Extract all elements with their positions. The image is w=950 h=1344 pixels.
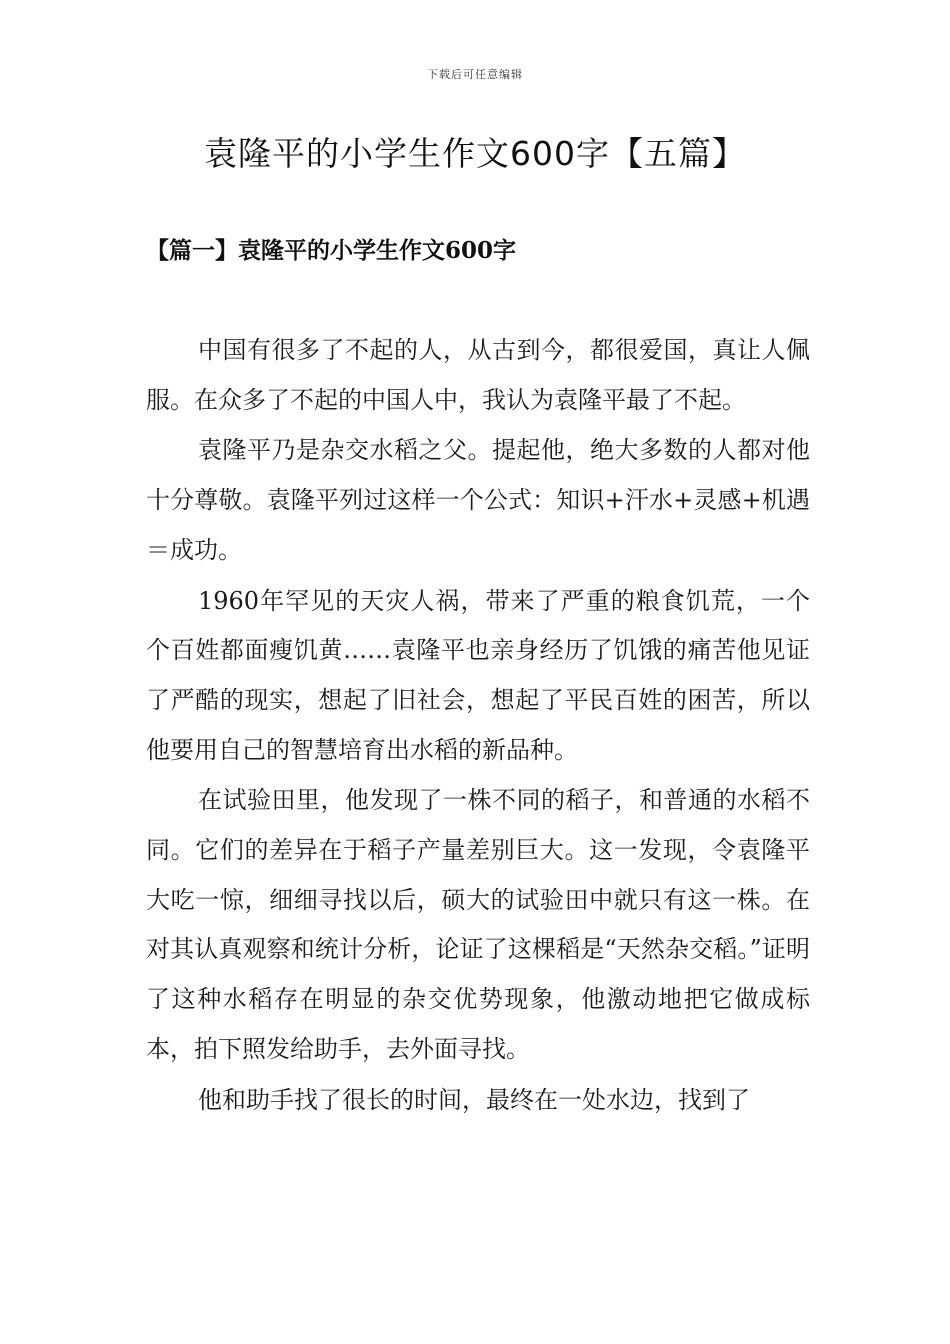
section-heading: 【篇一】袁隆平的小学生作文600字: [146, 237, 517, 264]
paragraph: 1960年罕见的天灾人祸，带来了严重的粮食饥荒，一个个百姓都面瘦饥黄……袁隆平也亲身经历了饥饿的痛苦他见证了严酷的现实，想起了旧社会，想起了平民百姓的困苦，所以他要用自己的智慧培育出水稻的新品种。: [146, 586, 810, 764]
header-note: 下载后可任意编辑: [427, 68, 523, 81]
paragraph: 在试验田里，他发现了一株不同的稻子，和普通的水稻不同。它们的差异在于稻子产量差别巨大。这一发现，令袁隆平大吃一惊，细细寻找以后，硕大的试验田中就只有这一株。在对其认真观察和统计分析，论证了这棵稻是“天然杂交稻。”证明了这种水稻存在明显的杂交优势现象，他激动地把它做成标本，拍下照发给助手，去外面寻找。: [146, 786, 810, 1063]
document-body: [146, 326, 810, 1126]
paragraph: 他和助手找了很长的时间，最终在一处水边，找到了: [198, 1085, 750, 1114]
paragraph: 中国有很多了不起的人，从古到今，都很爱国，真让人佩服。在众多了不起的中国人中，我认为袁隆平最了不起。: [146, 336, 810, 414]
document-title: 袁隆平的小学生作文600字【五篇】: [204, 134, 746, 173]
paragraph: 袁隆平乃是杂交水稻之父。提起他，绝大多数的人都对他十分尊敬。袁隆平列过这样一个公式：知识+汗水+灵感+机遇＝成功。: [146, 436, 810, 564]
